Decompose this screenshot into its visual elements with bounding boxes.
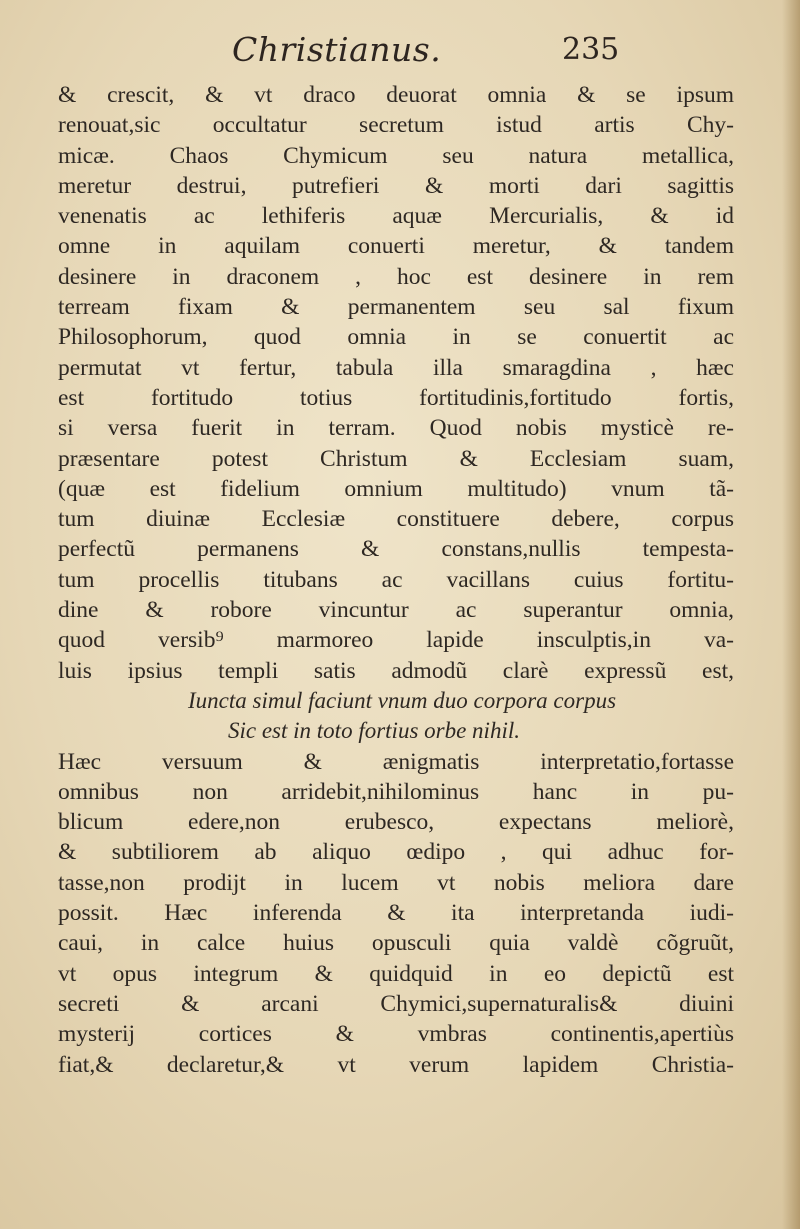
running-head: Christianus.	[232, 30, 442, 69]
text-line: permutat vt fertur, tabula illa smaragdina , hæc	[58, 354, 734, 381]
verse-line: Sic est in toto fortius orbe nihil.	[228, 718, 520, 744]
text-line: secreti & arcani Chymici,supernaturalis& diuini	[58, 990, 734, 1017]
text-line: & subtiliorem ab aliquo œdipo , qui adhuc for-	[58, 839, 734, 866]
text-line: renouat,sic occultatur secretum istud artis Chy-	[58, 112, 734, 139]
text-line: si versa fuerit in terram. Quod nobis mysticè re-	[58, 415, 734, 442]
text-line: Hæc versuum & ænigmatis interpretatio,fortasse	[58, 748, 734, 775]
text-line: est fortitudo totius fortitudinis,fortitudo fortis,	[58, 384, 734, 411]
text-line: luis ipsius templi satis admodũ clarè expressũ est,	[58, 657, 734, 684]
body-text	[58, 80, 734, 1080]
text-line: omne in aquilam conuerti meretur, & tandem	[58, 233, 734, 260]
page-header	[0, 30, 800, 78]
text-line: venenatis ac lethiferis aquæ Mercurialis, & id	[58, 203, 734, 230]
text-line: Philosophorum, quod omnia in se conuertit ac	[58, 324, 734, 351]
text-line: possit. Hæc inferenda & ita interpretanda iudi-	[58, 900, 734, 927]
text-line: vt opus integrum & quidquid in eo depictũ est	[58, 960, 734, 987]
text-line: blicum edere,non erubesco, expectans meliorè,	[58, 809, 734, 836]
text-line: caui, in calce huius opusculi quia valdè cõgruũt,	[58, 930, 734, 957]
text-line: desinere in draconem , hoc est desinere in rem	[58, 263, 734, 290]
text-line: & crescit, & vt draco deuorat omnia & se ipsum	[58, 82, 734, 108]
text-line: quod versib⁹ marmoreo lapide insculptis,in va-	[58, 627, 734, 654]
text-line: fiat,& declaretur,& vt verum lapidem Christia-	[58, 1051, 734, 1078]
text-line: perfectũ permanens & constans,nullis tempesta-	[58, 536, 734, 563]
page-number: 235	[562, 32, 620, 67]
text-line: tum procellis titubans ac vacillans cuius fortitu-	[58, 566, 734, 593]
text-line: mysterij cortices & vmbras continentis,apertiùs	[58, 1021, 734, 1048]
page-edge-shadow	[782, 0, 800, 1229]
text-line: micæ. Chaos Chymicum seu natura metallica,	[58, 142, 734, 169]
text-line: tasse,non prodijt in lucem vt nobis meliora dare	[58, 869, 734, 896]
text-line: (quæ est fidelium omnium multitudo) vnum tã-	[58, 475, 734, 502]
text-line: terream fixam & permanentem seu sal fixum	[58, 294, 734, 321]
text-line: dine & robore vincuntur ac superantur omnia,	[58, 597, 734, 624]
text-line: præsentare potest Christum & Ecclesiam suam,	[58, 445, 734, 472]
text-line: omnibus non arridebit,nihilominus hanc in pu-	[58, 778, 734, 805]
verse-line: Iuncta simul faciunt vnum duo corpora corpus	[188, 687, 617, 713]
text-line: meretur destrui, putrefieri & morti dari sagittis	[58, 172, 734, 199]
text-line: tum diuinæ Ecclesiæ constituere debere, corpus	[58, 506, 734, 533]
